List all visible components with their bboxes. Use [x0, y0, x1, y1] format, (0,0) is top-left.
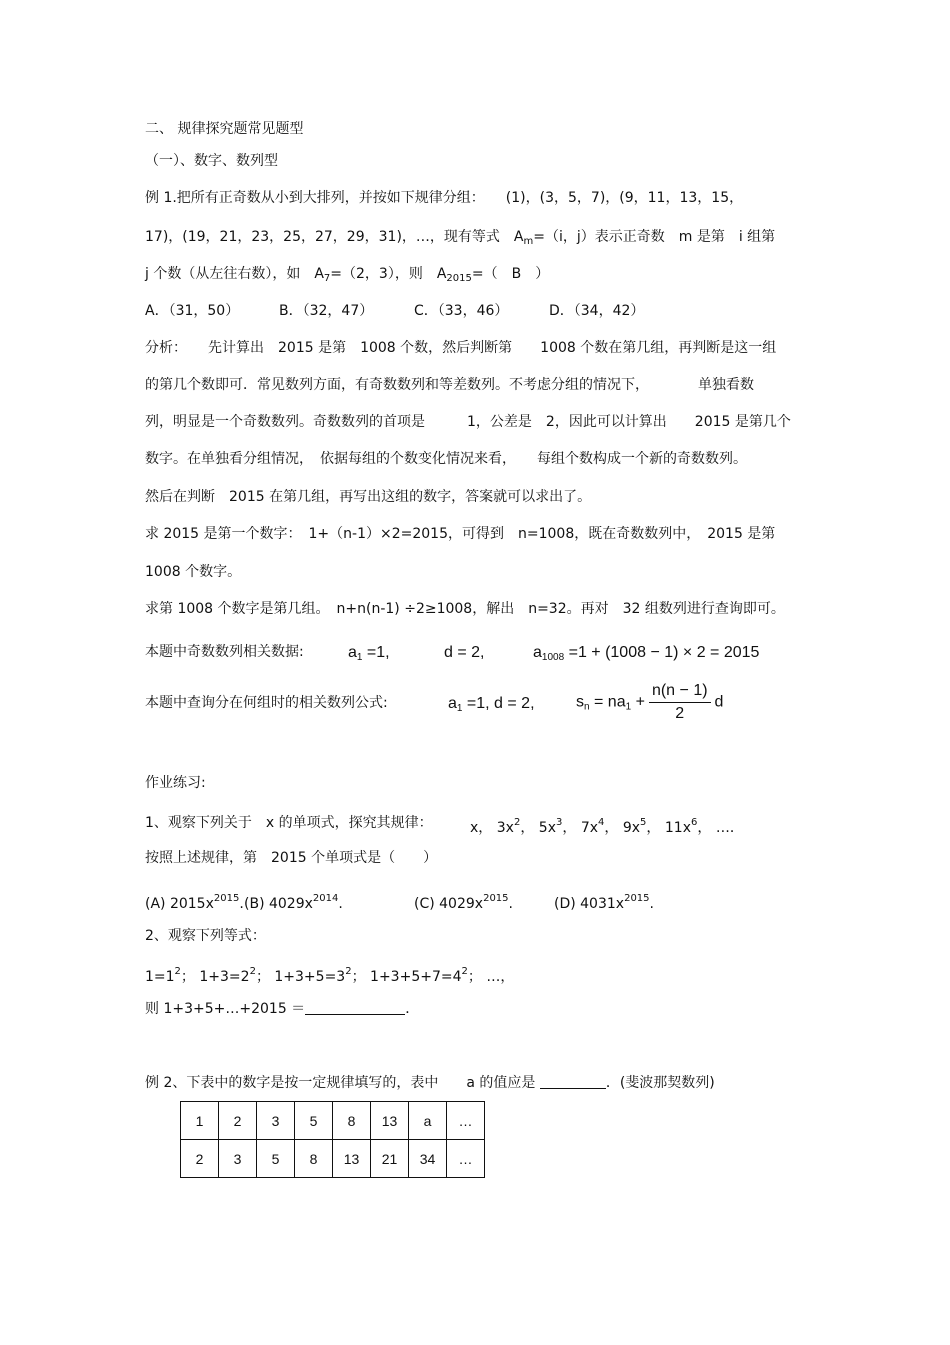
q1-option-d: (D) $4031x^{2015}$.: [554, 893, 654, 912]
q2-title: 2、观察下列等式：: [145, 928, 266, 944]
example1-line2: 17)，(19，21，23，25，27，29，31)，…，现有等式 $A_m=(i$，j）表示正奇数 m 是第 i 组第: [145, 229, 776, 247]
q2-question: 则 1+3+5+…+2015 ＝ ．: [145, 1001, 420, 1017]
table-cell: 3: [257, 1102, 295, 1140]
table-cell: 3: [219, 1140, 257, 1178]
subsection-title: （一）、数字、数列型: [145, 153, 278, 169]
formula1-d: d = 2,: [444, 644, 485, 661]
formula1-label: 本题中奇数数列相关数据:: [145, 644, 304, 660]
example1-line1: 例 1.把所有正奇数从小到大排列，并按如下规律分组： (1)，(3，5，7)，(9，11，13，15，: [145, 190, 744, 206]
example1-line3: j 个数（从左往右数），如 $A_7=(2$，3），则 $A_{2015}=$（ B ）: [145, 266, 550, 284]
table-cell: 8: [333, 1102, 371, 1140]
analysis-line: 列，明显是一个奇数数列。奇数数列的首项是 1，公差是 2，因此可以计算出 2015 是第几个: [145, 414, 791, 430]
fraction: $\frac{n(n - 1)}{2}$: [649, 682, 711, 723]
table-cell: 5: [257, 1140, 295, 1178]
example2-text: 例 2、下表中的数字是按一定规律填写的，表中 a 的值应是 ．(斐波那契数列): [145, 1075, 715, 1091]
analysis-line: 1008 个数字。: [145, 564, 242, 580]
analysis-line: 求 2015 是第一个数字： 1+（n-1）×2=2015，可得到 n=1008，既在奇数数列中， 2015 是第: [145, 526, 776, 542]
table-cell: …: [447, 1102, 485, 1140]
answer-blank[interactable]: [305, 1000, 405, 1015]
homework-title: 作业练习:: [145, 775, 206, 791]
q1-option-a: (A) $2015x^{2015}$.: [145, 893, 244, 912]
table-cell: 13: [371, 1102, 409, 1140]
table-cell: 8: [295, 1140, 333, 1178]
table-cell: …: [447, 1140, 485, 1178]
analysis-line: 然后在判断 2015 在第几组，再写出这组的数字，答案就可以求出了。: [145, 489, 592, 505]
analysis-line: 求第 1008 个数字是第几组。 n+n(n-1) ÷2≥1008，解出 n=32。再对 32 组数列进行查询即可。: [145, 601, 785, 617]
table-cell: 21: [371, 1140, 409, 1178]
formula2-label: 本题中查询分在何组时的相关数列公式:: [145, 695, 388, 711]
option-a: A．（31，50）: [145, 303, 240, 319]
option-b: B．（32，47）: [279, 303, 374, 319]
table-row: [181, 1140, 485, 1178]
formula1-a1: $a_1 =1$,: [348, 644, 390, 663]
analysis-line: 分析： 先计算出 2015 是第 1008 个数，然后判断第 1008 个数在第几组，再判断是这一组: [145, 340, 777, 356]
option-d: D．（34，42）: [549, 303, 645, 319]
q1-terms: x， $3x^2$， $5x^3$， $7x^4$， $9x^5$， $11x^6$， …．: [470, 817, 744, 836]
formula2-sn: $s_n = na_1$ + $\frac{n(n - 1)}{2}$ d: [576, 682, 724, 722]
q1-option-b: (B) $4029x^{2014}$.: [244, 893, 343, 912]
table-cell: 2: [219, 1102, 257, 1140]
sequence-table: [180, 1101, 485, 1178]
q1-question: 按照上述规律，第 2015 个单项式是（ ）: [145, 850, 438, 866]
q1-option-c: (C) $4029x^{2015}$.: [414, 893, 513, 912]
formula2-a1-d: $a_1 =1$, d = 2,: [448, 695, 535, 714]
formula1-a1008: $a_{1008} =1 + (1008 - 1) \times 2 = 2015$: [533, 644, 760, 663]
table-row: [181, 1102, 485, 1140]
analysis-line: 数字。在单独看分组情况， 依据每组的个数变化情况来看， 每组个数构成一个新的奇数数列。: [145, 451, 747, 467]
answer-blank[interactable]: [540, 1074, 606, 1089]
table-cell: a: [409, 1102, 447, 1140]
table-cell: 2: [181, 1140, 219, 1178]
table-cell: 13: [333, 1140, 371, 1178]
analysis-line: 的第几个数即可．常见数列方面，有奇数数列和等差数列。不考虑分组的情况下， 单独看数: [145, 377, 754, 393]
table-cell: 5: [295, 1102, 333, 1140]
q1-text: 1、观察下列关于 x 的单项式，探究其规律：: [145, 815, 433, 831]
q2-equalities: $1=1^2$； $1+3=2^2$； $1+3+5=3^2$； $1+3+5+7=4^2$； …，: [145, 966, 515, 985]
section-title: 二、 规律探究题常见题型: [145, 121, 304, 137]
option-c: C．（33，46）: [414, 303, 509, 319]
table-cell: 1: [181, 1102, 219, 1140]
table-cell: 34: [409, 1140, 447, 1178]
